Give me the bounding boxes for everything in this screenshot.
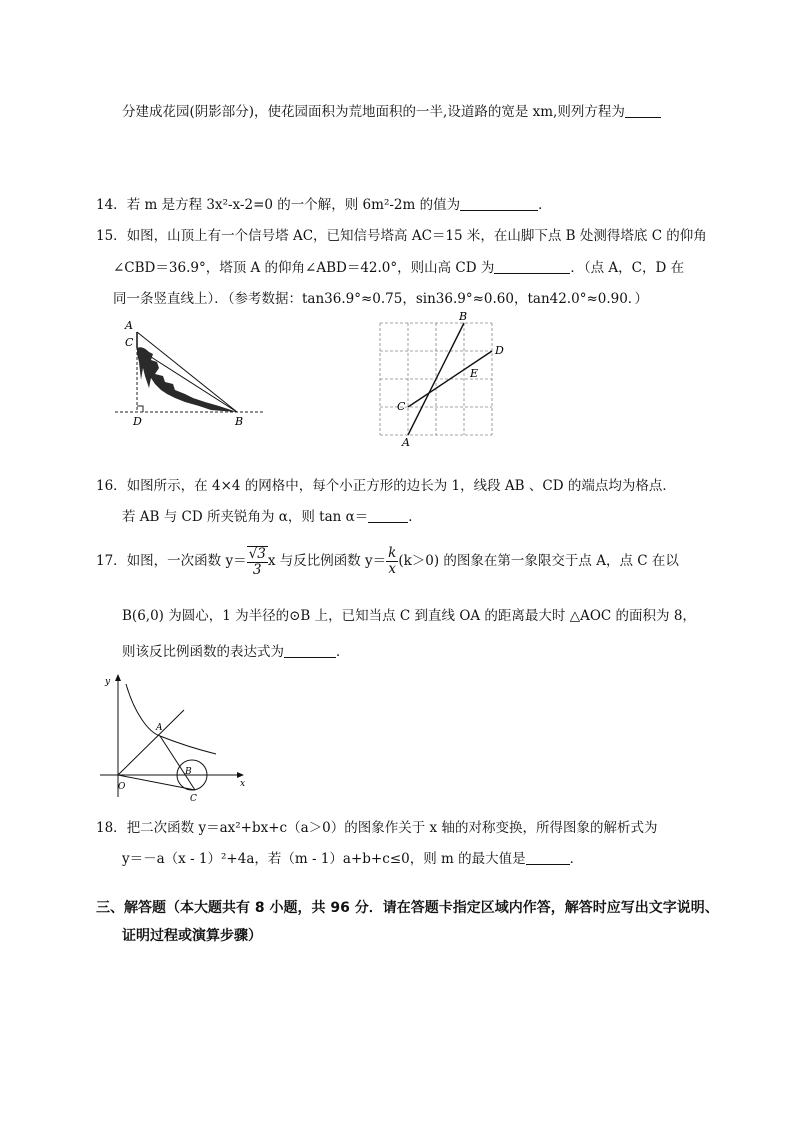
grid-label-b: B <box>459 310 468 323</box>
segment-oc <box>118 775 195 790</box>
fraction-k-over-x: $\frac{k}{x}$ <box>388 545 397 577</box>
grid-figure <box>370 310 520 449</box>
label-origin: O <box>118 782 126 792</box>
label-point-a: A <box>156 723 163 733</box>
question-16-line2: 若 AB 与 CD 所夹锐角为 α，则 tan α＝ ． <box>122 509 422 525</box>
y-axis-arrow <box>115 674 121 681</box>
line-oa <box>118 710 184 775</box>
q13-continuation: 分建成花园(阴影部分)，使花园面积为荒地面积的一半,设道路的宽是 xm,则列方程为 <box>122 102 661 122</box>
label-point-c: C <box>190 794 197 804</box>
question-15-line1: 15．如图，山顶上有一个信号塔 AC，已知信号塔高 AC＝15 米，在山脚下点 B 处测得塔底 C 的仰角 <box>96 228 707 244</box>
question-17-line2: B(6,0) 为圆心，1 为半径的⊙B 上，已知当点 C 到直线 OA 的距离最大时 △AOC 的面积为 8， <box>122 608 696 624</box>
label-a: A <box>125 319 133 332</box>
fraction-sqrt3-over-3: $\frac{√3}{3}$ <box>248 545 266 578</box>
question-15-line2: ∠CBD＝36.9°，塔顶 A 的仰角∠ABD＝42.0°，则山高 CD 为 ．（点 A，C，D 在 <box>113 260 685 276</box>
grid-label-c: C <box>397 400 406 413</box>
x-axis-arrow <box>237 772 244 778</box>
grid-label-e: E <box>470 367 479 380</box>
segment-ac <box>160 736 195 790</box>
answer-blank-15[interactable] <box>494 258 570 274</box>
label-b: B <box>235 415 244 428</box>
label-d: D <box>133 415 142 428</box>
mountain-figure <box>115 318 275 428</box>
label-c: C <box>125 336 134 349</box>
question-17-line1: 17．如图，一次函数 y＝ $\frac{√3}{3}$ x 与反比例函数 y＝ $\frac{k}{x}$ (k＞0) 的图象在第一象限交于点 A，点 C 在以 <box>96 545 679 578</box>
question-15-line3: 同一条竖直线上）．（参考数据：tan36.9°≈0.75，sin36.9°≈0.60，tan42.0°≈0.90．） <box>113 291 649 307</box>
question-18-line2: y＝－a（x - 1）²+4a，若（m - 1）a+b+c≤0，则 m 的最大值是 ． <box>122 851 584 867</box>
answer-blank-17[interactable] <box>284 642 336 658</box>
hyperbola-curve <box>126 684 216 754</box>
question-17-line3: 则该反比例函数的表达式为 ． <box>122 644 350 660</box>
answer-blank-13[interactable] <box>625 102 661 118</box>
section-3-heading: 三、解答题（本大题共有 8 小题，共 96 分．请在答题卡指定区域内作答，解答时应写出文字说明、 <box>96 900 719 916</box>
question-14: 14．若 m 是方程 3x²-x-2=0 的一个解，则 6m²-2m 的值为 ． <box>96 197 552 213</box>
axis-label-y: y <box>105 677 111 687</box>
answer-blank-14[interactable] <box>460 195 538 211</box>
grid-label-a: A <box>402 436 410 449</box>
label-point-b: B <box>185 767 192 777</box>
section-3-heading-line2: 证明过程或演算步骤） <box>122 928 262 944</box>
axis-label-x: x <box>240 779 246 789</box>
question-18-line1: 18．把二次函数 y＝ax²+bx+c（a＞0）的图象作关于 x 轴的对称变换，所得图象的解析式为 <box>96 820 658 836</box>
question-16-line1: 16．如图所示，在 4×4 的网格中，每个小正方形的边长为 1，线段 AB 、CD 的端点均为格点． <box>96 478 676 494</box>
grid-label-d: D <box>495 344 504 357</box>
answer-blank-18[interactable] <box>526 849 570 865</box>
answer-blank-16[interactable] <box>368 507 408 523</box>
coordinate-figure <box>100 672 260 802</box>
right-angle-mark <box>137 406 143 412</box>
